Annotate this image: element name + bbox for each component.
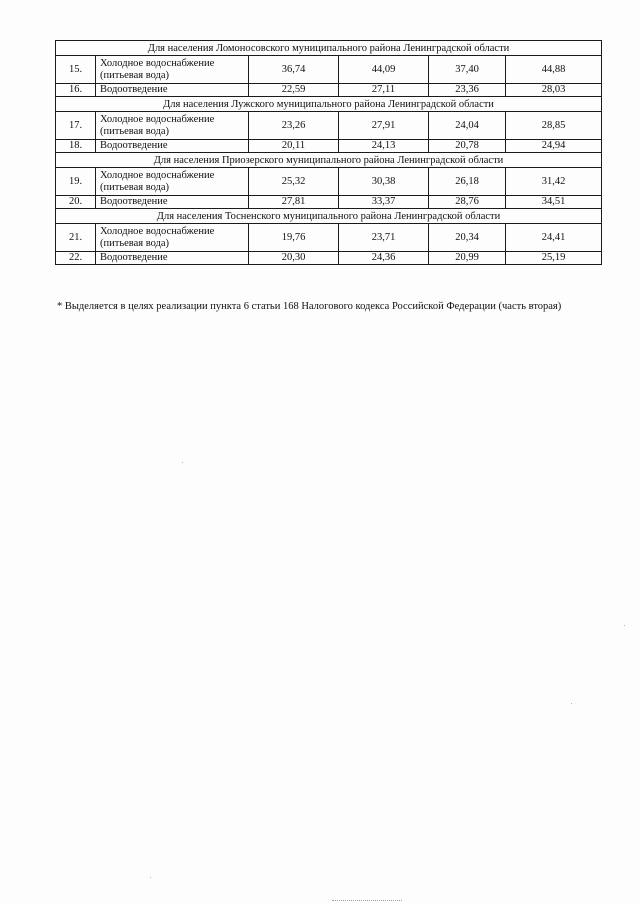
tariff-value: 20,11 xyxy=(249,140,339,153)
table-row xyxy=(56,224,602,252)
service-name: Водоотведение xyxy=(96,140,249,153)
tariff-value: 28,03 xyxy=(506,84,602,97)
region-title: Для населения Тосненского муниципального района Ленинградской области xyxy=(56,209,602,224)
row-number: 16. xyxy=(56,84,96,97)
service-name: Холодное водоснабжение (питьевая вода) xyxy=(96,168,249,196)
tariff-value: 23,71 xyxy=(339,224,429,252)
scan-speck xyxy=(150,877,151,878)
tariff-value: 27,91 xyxy=(339,112,429,140)
tariff-value: 36,74 xyxy=(249,56,339,84)
tariff-value: 25,32 xyxy=(249,168,339,196)
row-number: 21. xyxy=(56,224,96,252)
tariff-value: 20,78 xyxy=(429,140,506,153)
tariff-value: 24,41 xyxy=(506,224,602,252)
tariff-value: 25,19 xyxy=(506,252,602,265)
section-header-row xyxy=(56,97,602,112)
tariff-value: 44,88 xyxy=(506,56,602,84)
footnote: * Выделяется в целях реализации пункта 6 статьи 168 Налогового кодекса Российской Федерации (часть вторая) xyxy=(57,301,562,312)
tariff-value: 22,59 xyxy=(249,84,339,97)
row-number: 22. xyxy=(56,252,96,265)
table-row xyxy=(56,84,602,97)
tariff-value: 20,30 xyxy=(249,252,339,265)
region-title: Для населения Ломоносовского муниципального района Ленинградской области xyxy=(56,41,602,56)
tariff-value: 27,81 xyxy=(249,196,339,209)
table-row xyxy=(56,140,602,153)
service-name: Водоотведение xyxy=(96,196,249,209)
tariff-value: 24,94 xyxy=(506,140,602,153)
section-header-row xyxy=(56,41,602,56)
tariff-value: 28,85 xyxy=(506,112,602,140)
row-number: 17. xyxy=(56,112,96,140)
tariff-value: 44,09 xyxy=(339,56,429,84)
service-name: Холодное водоснабжение (питьевая вода) xyxy=(96,224,249,252)
region-title: Для населения Лужского муниципального района Ленинградской области xyxy=(56,97,602,112)
service-name: Холодное водоснабжение (питьевая вода) xyxy=(96,56,249,84)
tariff-value: 34,51 xyxy=(506,196,602,209)
row-number: 19. xyxy=(56,168,96,196)
table-row xyxy=(56,56,602,84)
section-header-row xyxy=(56,153,602,168)
row-number: 20. xyxy=(56,196,96,209)
tariff-value: 27,11 xyxy=(339,84,429,97)
tariff-value: 28,76 xyxy=(429,196,506,209)
service-name: Водоотведение xyxy=(96,252,249,265)
tariff-value: 23,26 xyxy=(249,112,339,140)
tariff-value: 26,18 xyxy=(429,168,506,196)
tariff-value: 19,76 xyxy=(249,224,339,252)
service-name: Водоотведение xyxy=(96,84,249,97)
tariff-value: 24,13 xyxy=(339,140,429,153)
tariff-value: 20,99 xyxy=(429,252,506,265)
region-title: Для населения Приозерского муниципального района Ленинградской области xyxy=(56,153,602,168)
tariff-value: 24,36 xyxy=(339,252,429,265)
scan-speck xyxy=(571,703,572,704)
table-row xyxy=(56,112,602,140)
scan-speck xyxy=(182,462,183,463)
tariff-value: 30,38 xyxy=(339,168,429,196)
tariff-value: 31,42 xyxy=(506,168,602,196)
tariff-table xyxy=(55,40,602,265)
table-row xyxy=(56,252,602,265)
service-name: Холодное водоснабжение (питьевая вода) xyxy=(96,112,249,140)
tariff-value: 20,34 xyxy=(429,224,506,252)
scan-speck xyxy=(624,625,625,626)
table-row xyxy=(56,196,602,209)
section-header-row xyxy=(56,209,602,224)
row-number: 18. xyxy=(56,140,96,153)
tariff-value: 23,36 xyxy=(429,84,506,97)
tariff-value: 24,04 xyxy=(429,112,506,140)
scan-edge-mark xyxy=(332,900,402,902)
row-number: 15. xyxy=(56,56,96,84)
tariff-value: 33,37 xyxy=(339,196,429,209)
tariff-value: 37,40 xyxy=(429,56,506,84)
table-row xyxy=(56,168,602,196)
